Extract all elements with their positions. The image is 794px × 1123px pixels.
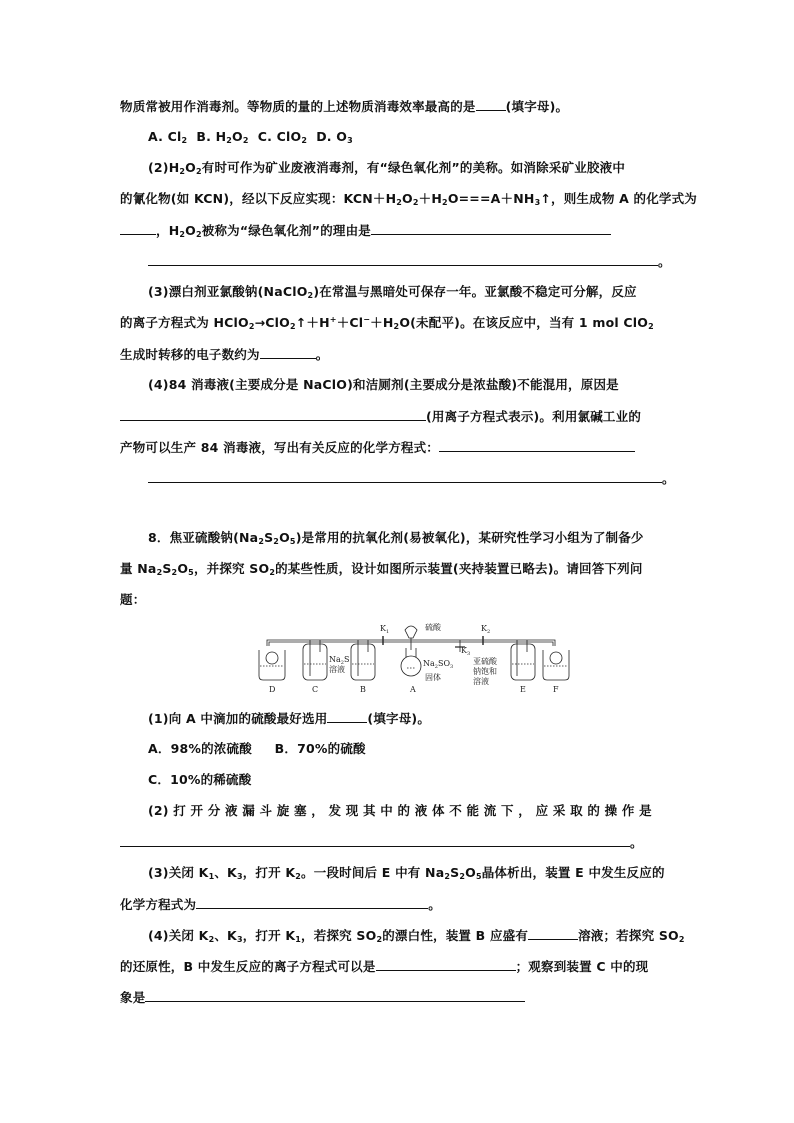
q8-part3-line2: 化学方程式为 。 <box>120 897 441 912</box>
label-c: C <box>312 685 319 694</box>
q7-options: A. $Cl_2$ B. $H_2O_2$ C. ClO$_2$ D. $O_3$ <box>148 129 353 145</box>
answer-blank[interactable] <box>439 439 635 452</box>
label-f: F <box>553 685 559 694</box>
label-k3: $K_3$ <box>461 646 471 657</box>
q7-line-1: 物质常被用作消毒剂。等物质的量的上述物质消毒效率最高的是 (填字母)。 <box>120 99 569 114</box>
label-k2: $K_2$ <box>481 624 491 635</box>
q8-part4-line3: 象是 <box>120 989 525 1006</box>
q7-part4-line1: (4)84 消毒液(主要成分是 NaClO)和洁厕剂(主要成分是浓盐酸)不能混用，原因是 <box>148 377 619 392</box>
answer-blank[interactable] <box>528 927 578 940</box>
q8-part1: (1)向 A 中滴加的硫酸最好选用 (填字母)。 <box>148 711 431 726</box>
bottle-b <box>351 644 375 680</box>
label-b: B <box>360 685 366 694</box>
flask-a <box>401 656 421 676</box>
bottle-e <box>511 644 535 680</box>
q8-part3-line1: (3)关闭 $K_1$、$K_3$，打开 $K_2$。一段时间后 E 中有 $Na_2S_2O_5$晶体析出，装置 E 中发生反应的 <box>148 865 665 881</box>
answer-blank[interactable] <box>327 710 367 723</box>
q8-part1-options-ab: A．98%的浓硫酸 B．70%的硫酸 <box>148 741 366 756</box>
q7-part3-line2: 的离子方程式为 $HClO_2\to ClO_2↑+H^++Cl^-+H_2O$(未配平)。在该反应中，当有 1 mol ClO$_2$ <box>120 315 654 331</box>
label-solution: 溶液 <box>329 665 345 674</box>
q8-part2: (2) 打 开 分 液 漏 斗 旋 塞 ， 发 现 其 中 的 液 体 不 能 流 下 ， 应 采 取 的 操 作 是 <box>148 803 652 818</box>
answer-blank[interactable] <box>145 989 525 1002</box>
label-e-line1: 亚硫酸 <box>473 657 497 666</box>
beaker-d <box>259 650 285 680</box>
q7-part3-line3: 生成时转移的电子数约为 。 <box>120 347 329 362</box>
q7-part2-line4: 。 <box>148 253 671 270</box>
q7-text: 物质常被用作消毒剂。等物质的量的上述物质消毒效率最高的是 <box>120 99 476 114</box>
answer-blank[interactable] <box>120 408 426 421</box>
q8-part4-line2: 的还原性，B 中发生反应的离子方程式可以是 ；观察到装置 C 中的现 <box>120 959 649 974</box>
answer-blank[interactable] <box>120 834 630 847</box>
q8-part4-line1: (4)关闭 $K_2$、$K_3$，打开 $K_1$，若探究 $SO_2$的漂白性，装置 B 应盛有 溶液；若探究 $SO_2$ <box>148 928 685 944</box>
answer-blank[interactable] <box>260 346 316 359</box>
answer-blank[interactable] <box>120 222 156 235</box>
q7-part4-line2: (用离子方程式表示)。利用氯碱工业的 <box>120 408 641 425</box>
q7-part3-line1: (3)漂白剂亚氯酸钠(NaClO$_2$)在常温与黑暗处可保存一年。亚氯酸不稳定可分解，反应 <box>148 284 637 300</box>
answer-blank[interactable] <box>148 470 662 483</box>
q8-intro-line3: 题： <box>120 592 146 607</box>
answer-blank[interactable] <box>376 958 516 971</box>
label-k1: $K_1$ <box>380 624 390 635</box>
answer-blank[interactable] <box>476 98 506 111</box>
label-d: D <box>269 685 276 694</box>
q7-part4-line3: 产物可以生产 84 消毒液，写出有关反应的化学方程式： <box>120 439 635 456</box>
q8-part2-line2: 。 <box>120 834 643 851</box>
q7-part2-line2: 的氰化物(如 KCN)，经以下反应实现：$KCN+H_2O_2+H_2O===A+NH_3↑$，则生成物 A 的化学式为 <box>120 191 697 207</box>
label-na2s: $Na_2S$ <box>329 655 350 666</box>
q8-part1-option-c: C．10%的稀硫酸 <box>148 772 252 787</box>
bottle-c <box>303 644 327 680</box>
q8-intro-line1: 8．焦亚硫酸钠$(Na_2S_2O_5)$是常用的抗氧化剂(易被氧化)，某研究性学习小组为了制备少 <box>148 530 644 546</box>
q8-intro-line2: 量 $Na_2S_2O_5$，并探究 $SO_2$的某些性质，设计如图所示装置(夹持装置已略去)。请回答下列问 <box>120 561 643 577</box>
apparatus-diagram <box>255 618 585 696</box>
label-na2so3: $Na_2SO_3$ <box>423 659 454 670</box>
label-solid: 固体 <box>425 673 441 682</box>
label-sulfuric-acid: 硫酸 <box>425 623 441 632</box>
funnel-d <box>266 652 278 664</box>
label-a: A <box>410 685 416 694</box>
funnel-f <box>550 652 562 664</box>
label-e-line2: 钠饱和 <box>473 667 497 676</box>
answer-blank[interactable] <box>371 222 611 235</box>
q7-part4-line4: 。 <box>148 470 675 487</box>
separating-funnel <box>405 626 417 638</box>
label-e-line3: 溶液 <box>473 677 489 686</box>
label-e: E <box>520 685 526 694</box>
answer-blank[interactable] <box>148 253 658 266</box>
beaker-f <box>543 650 569 680</box>
q7-part2-line1: $(2)H_2O_2$有时可作为矿业废液消毒剂，有“绿色氧化剂”的美称。如消除采矿业胶液中 <box>148 160 626 176</box>
answer-blank[interactable] <box>196 896 428 909</box>
q7-part2-line3: ，$H_2O_2$被称为“绿色氧化剂”的理由是 <box>120 222 611 239</box>
